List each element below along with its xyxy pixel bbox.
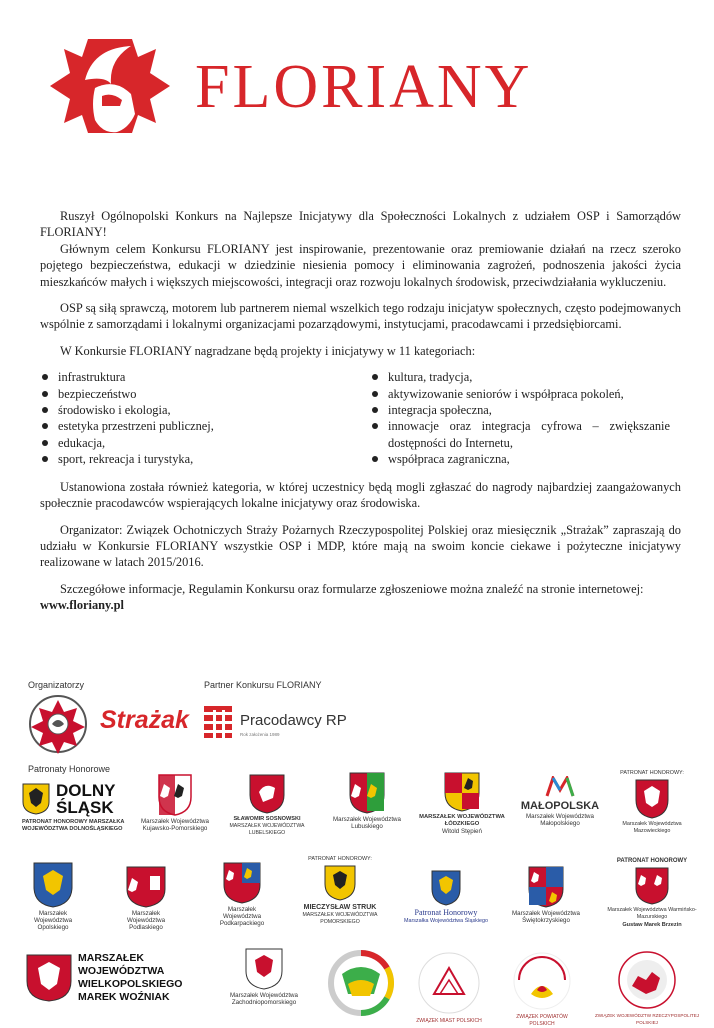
categories-right-column — [370, 369, 670, 467]
pracodawcy-name: Pracodawcy RP — [240, 712, 347, 729]
patronat-heading: PATRONAT HONOROWY: — [308, 856, 372, 862]
category-item: kultura, tradycja, — [370, 369, 670, 385]
dolny-slask-wordmark: DOLNY ŚLĄSK — [56, 781, 116, 817]
patron-pomorskie — [290, 856, 390, 927]
organizers-label: Organizatorzy — [28, 680, 85, 690]
patronat-heading: PATRONAT HONOROWY — [616, 858, 688, 864]
lubelskie-name: SŁAWOMIR SOSNOWSKI — [233, 816, 301, 822]
lubuskie-coat-of-arms-icon — [349, 772, 385, 814]
employer-category-paragraph: Ustanowiona została również kategoria, w której uczestnicy będą mogli zgłaszać do nagrody najbardziej zaangażowanych społecznie pracodawców wspierających lokalne inicjatywy oraz środowiska. — [40, 479, 681, 511]
pracodawcy-mark-icon — [204, 706, 234, 738]
categories-list — [40, 369, 681, 467]
wielkopolskie-caption: MARSZAŁEK WOJEWÓDZTWA WIELKOPOLSKIEGO MAREK WOŹNIAK — [78, 952, 183, 1003]
intro-paragraph: Ruszył Ogólnopolski Konkurs na Najlepsze Inicjatywy dla Społeczności Lokalnych z udziałem OSP i Samorządów FLORIANY! — [40, 209, 681, 240]
website-link[interactable]: www.floriany.pl — [40, 598, 124, 613]
opolskie-caption: Marszałek Województwa Opolskiego — [33, 910, 73, 932]
categories-left-column — [40, 369, 370, 467]
patron-swietokrzyskie — [504, 866, 588, 924]
dolnoslaskie-caption: PATRONAT HONOROWY MARSZAŁKA WOJEWÓDZTWA DOLNOŚLĄSKIEGO — [22, 819, 125, 833]
zachodniopomorskie-coat-of-arms-icon — [245, 948, 283, 990]
lubelskie-caption: MARSZAŁEK WOJEWÓDZTWA LUBELSKIEGO — [229, 823, 305, 837]
warminsko-mazurskie-caption: Marszałek Województwa Warmińsko-Mazurskiego — [607, 907, 697, 921]
page-title: FLORIANY — [195, 53, 533, 121]
slaskie-coat-of-arms-icon — [431, 870, 461, 906]
partner-label: Partner Konkursu FLORIANY — [204, 680, 322, 690]
category-item: sport, rekreacja i turystyka, — [40, 451, 370, 467]
category-item: współpraca zagraniczna, — [370, 451, 670, 467]
organizer-paragraph: Organizator: Związek Ochotniczych Straży Pożarnych Rzeczypospolitej Polskiej oraz miesięcznik „Strażak” zapraszają do udziału w Konkursie FLORIANY wszystkie OSP i MDP, które mają na swoim koncie ciekawe i pożyteczne inicjatywy realizowane w latach 2015/2016. — [40, 522, 681, 570]
pomorskie-caption: MARSZAŁEK WOJEWÓDZTWA POMORSKIEGO — [302, 912, 378, 926]
zmp-text: ZWIĄZEK MIAST POLSKICH — [416, 1018, 482, 1024]
zwiazek-miast-polskich-logo — [414, 950, 484, 1025]
patrons-label: Patronaty Honorowe — [28, 764, 111, 774]
patron-zachodniopomorskie — [222, 948, 306, 1006]
pomorskie-coat-of-arms-icon — [324, 865, 356, 901]
category-item: innowacje oraz integracja cyfrowa – zwiększanie dostępności do Internetu, — [370, 418, 670, 451]
patron-lubuskie — [326, 772, 408, 830]
lodzkie-coat-of-arms-icon — [444, 772, 480, 812]
patron-kujawsko-pomorskie — [140, 774, 210, 832]
podlaskie-caption: Marszałek Województwa Podlaskiego — [126, 910, 166, 932]
kujawsko-pomorskie-coat-of-arms-icon — [158, 774, 192, 816]
info-paragraph: Szczegółowe informacje, Regulamin Konkursu oraz formularze zgłoszeniowe można znaleźć na stronie internetowej: — [60, 581, 644, 596]
warminsko-mazurskie-name: Gustaw Marek Brzezin — [622, 921, 682, 928]
announcement-body — [40, 208, 681, 624]
pracodawcy-subtitle: Rok założenia 1989 — [240, 732, 280, 737]
header — [40, 36, 680, 156]
opolskie-coat-of-arms-icon — [33, 862, 73, 908]
patron-malopolskie — [516, 776, 604, 827]
zachodniopomorskie-caption: Marszałek Województwa Zachodniopomorskiego — [230, 992, 298, 1007]
podkarpackie-caption: Marszałek Województwa Podkarpackiego — [219, 906, 265, 928]
zwiazek-powiatow-polskich-logo — [504, 950, 580, 1028]
patronat-heading: PATRONAT HONOROWY: — [620, 770, 684, 776]
mazowieckie-caption: Marszałek Województwa Mazowieckiego — [622, 821, 682, 835]
helmet-emblem-icon — [40, 36, 180, 156]
category-item: edukacja, — [40, 435, 370, 451]
patron-lodzkie — [414, 772, 510, 836]
pomorskie-name: MIECZYSŁAW STRUK — [303, 904, 377, 912]
zwrp-emblem-icon — [614, 950, 680, 1010]
malopolska-wordmark: MAŁOPOLSKA — [520, 800, 600, 812]
category-item: aktywizowanie seniorów i współpraca pokoleń, — [370, 386, 670, 402]
malopolskie-caption: Marszałek Województwa Małopolskiego — [526, 813, 594, 828]
url-line — [40, 597, 681, 613]
ring-emblem-icon — [328, 950, 394, 1016]
lubelskie-coat-of-arms-icon — [249, 774, 285, 814]
dolnoslaskie-coat-of-arms-icon — [22, 783, 50, 815]
podkarpackie-coat-of-arms-icon — [223, 862, 261, 904]
swietokrzyskie-caption: Marszałek Województwa Świętokrzyskiego — [512, 910, 580, 925]
wielkopolskie-coat-of-arms-icon — [26, 954, 72, 1002]
category-item: środowisko i ekologia, — [40, 402, 370, 418]
mazowieckie-coat-of-arms-icon — [635, 779, 669, 819]
patron-mazowieckie — [612, 770, 692, 836]
patron-lubelskie — [226, 774, 308, 838]
lodzkie-name: Witold Stępień — [442, 828, 482, 836]
lubuskie-caption: Marszałek Województwa Lubuskiego — [333, 816, 401, 831]
patron-podkarpackie — [212, 862, 272, 928]
patron-slaskie — [396, 870, 496, 925]
lodzkie-title: MARSZAŁEK WOJEWÓDZTWA ŁÓDZKIEGO — [419, 814, 505, 828]
slaskie-caption: Marszałka Województwa Śląskiego — [403, 918, 489, 924]
patron-warminsko-mazurskie — [596, 858, 708, 929]
osp-paragraph: OSP są siłą sprawczą, motorem lub partnerem niemal wszelkich tego rodzaju inicjatyw społecznych, często podejmowanych wspólnie z samorządami i lokalnymi organizacjami pozarządowymi, instytucjami, pracodawcami i przedsiębiorcami. — [40, 301, 681, 332]
warminsko-mazurskie-coat-of-arms-icon — [635, 867, 669, 905]
malopolska-mark-icon — [545, 776, 575, 798]
patron-wielkopolskie — [26, 952, 216, 1004]
zpp-text: ZWIĄZEK POWIATÓW POLSKICH — [516, 1014, 568, 1028]
zmp-emblem-icon — [416, 950, 482, 1016]
slaskie-title: Patronat Honorowy — [414, 908, 478, 917]
strazak-logo: Strażak — [100, 706, 189, 734]
zpp-emblem-icon — [509, 950, 575, 1012]
zwrp-text: ZWIĄZEK WOJEWÓDZTW RZECZYPOSPOLITEJ POLSKIEJ — [594, 1013, 700, 1026]
podlaskie-coat-of-arms-icon — [126, 866, 166, 908]
swietokrzyskie-coat-of-arms-icon — [528, 866, 564, 908]
patron-opolskie — [22, 862, 84, 932]
category-item: bezpieczeństwo — [40, 386, 370, 402]
zosp-emblem-icon — [28, 694, 88, 754]
zosp-rp-logo — [28, 694, 88, 759]
zwiazek-wojewodztw-rp-logo — [592, 950, 702, 1026]
categories-intro: W Konkursie FLORIANY nagradzane będą projekty i inicjatywy w 11 kategoriach: — [60, 343, 476, 358]
category-item: estetyka przestrzeni publicznej, — [40, 418, 370, 434]
kujawsko-pomorskie-caption: Marszałek Województwa Kujawsko-Pomorskiego — [141, 818, 209, 833]
category-item: integracja społeczna, — [370, 402, 670, 418]
patron-podlaskie — [116, 866, 176, 932]
patron-dolnoslaskie — [22, 782, 134, 833]
category-item: infrastruktura — [40, 369, 370, 385]
goal-paragraph: Głównym celem Konkursu FLORIANY jest inspirowanie, prezentowanie oraz premiowanie działań na rzecz szeroko pojętego bezpieczeństwa, edukacji w dziedzinie niesienia pomocy i eliminowania zagrożeń, podnoszenia jakości życia mieszkańców małych i większych miejscowości, integracji oraz rozwoju lokalnych środowisk, przeciwdziałania wykluczeniu. — [40, 241, 681, 289]
kujawsko-pomorskie-ring-logo — [326, 950, 396, 1018]
